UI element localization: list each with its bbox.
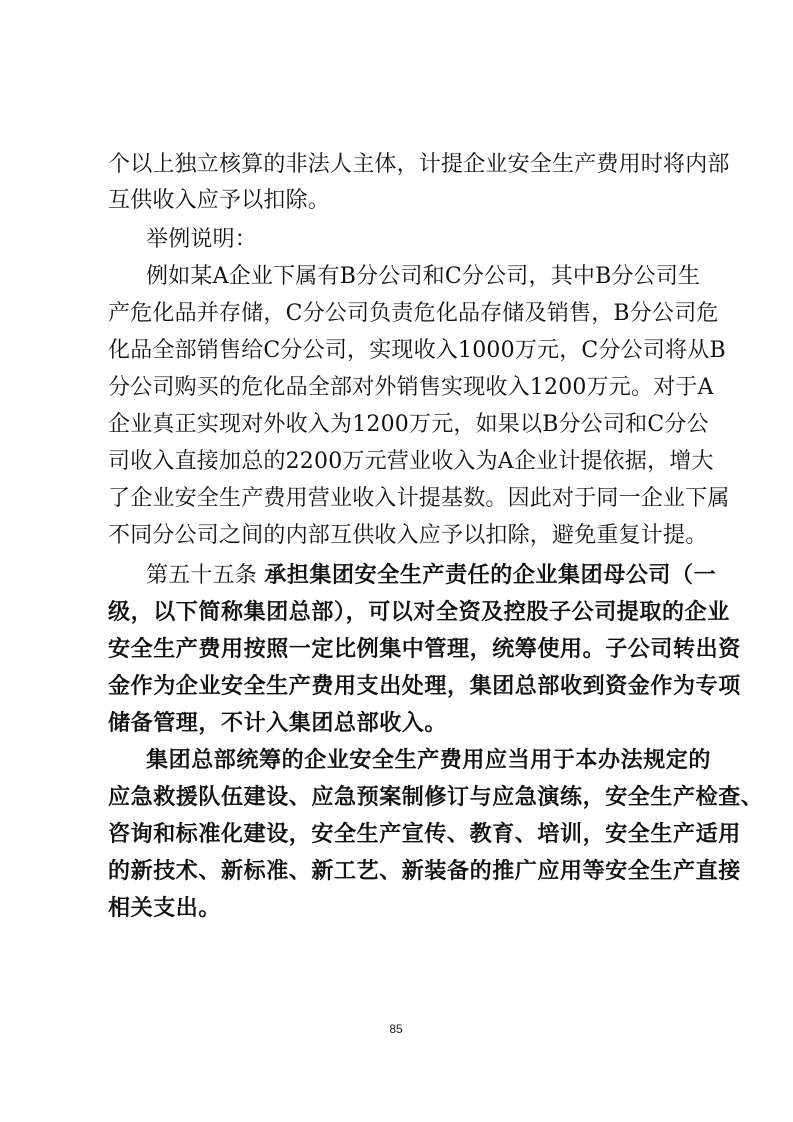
- article-text-line: 相关支出。: [108, 896, 222, 921]
- article-first-line: [146, 561, 717, 591]
- article-text-line: 安全生产费用按照一定比例集中管理，统筹使用。子公司转出资: [108, 637, 741, 662]
- article-text-line: 应急救援队伍建设、应急预案制修订与应急演练，安全生产检查、: [108, 785, 764, 810]
- article-text-line: 的新技术、新标准、新工艺、新装备的推广应用等安全生产直接: [108, 859, 741, 884]
- article-text-line: 级，以下简称集团总部），可以对全资及控股子公司提取的企业: [108, 600, 730, 625]
- article-text-line: 集团总部统筹的企业安全生产费用应当用于本办法规定的: [146, 748, 712, 773]
- article-number: 第五十五条: [146, 563, 258, 588]
- body-text-line: 互供收入应予以扣除。: [108, 188, 331, 213]
- article-text-line: 咨询和标准化建设，安全生产宣传、教育、培训，安全生产适用: [108, 822, 741, 847]
- body-text-line: 分公司购买的危化品全部对外销售实现收入1200万元。对于A: [108, 375, 714, 400]
- body-text-line: 例如某A企业下属有B分公司和C分公司，其中B分公司生: [146, 264, 701, 289]
- article-text-line: 金作为企业安全生产费用支出处理，集团总部收到资金作为专项: [108, 674, 741, 699]
- body-text-line: 产危化品并存储，C分公司负责危化品存储及销售，B分公司危: [108, 301, 719, 326]
- body-text-line: 了企业安全生产费用营业收入计提基数。因此对于同一企业下属: [108, 486, 730, 511]
- body-text-line: 企业真正实现对外收入为1200万元，如果以B分公司和C分公: [108, 412, 709, 437]
- article-text: 承担集团安全生产责任的企业集团母公司（一: [264, 563, 717, 588]
- body-text-line: 不同分公司之间的内部互供收入应予以扣除，避免重复计提。: [108, 523, 708, 548]
- body-text-line: 司收入直接加总的2200万元营业收入为A企业计提依据，增大: [108, 449, 714, 474]
- article-text-line: 储备管理，不计入集团总部收入。: [108, 711, 448, 736]
- body-text-line: 化品全部销售给C分公司，实现收入1000万元，C分公司将从B: [108, 338, 726, 363]
- body-text-line: 个以上独立核算的非法人主体，计提企业安全生产费用时将内部: [108, 152, 730, 177]
- page-number: 85: [389, 1022, 403, 1036]
- example-heading: 举例说明：: [146, 227, 258, 252]
